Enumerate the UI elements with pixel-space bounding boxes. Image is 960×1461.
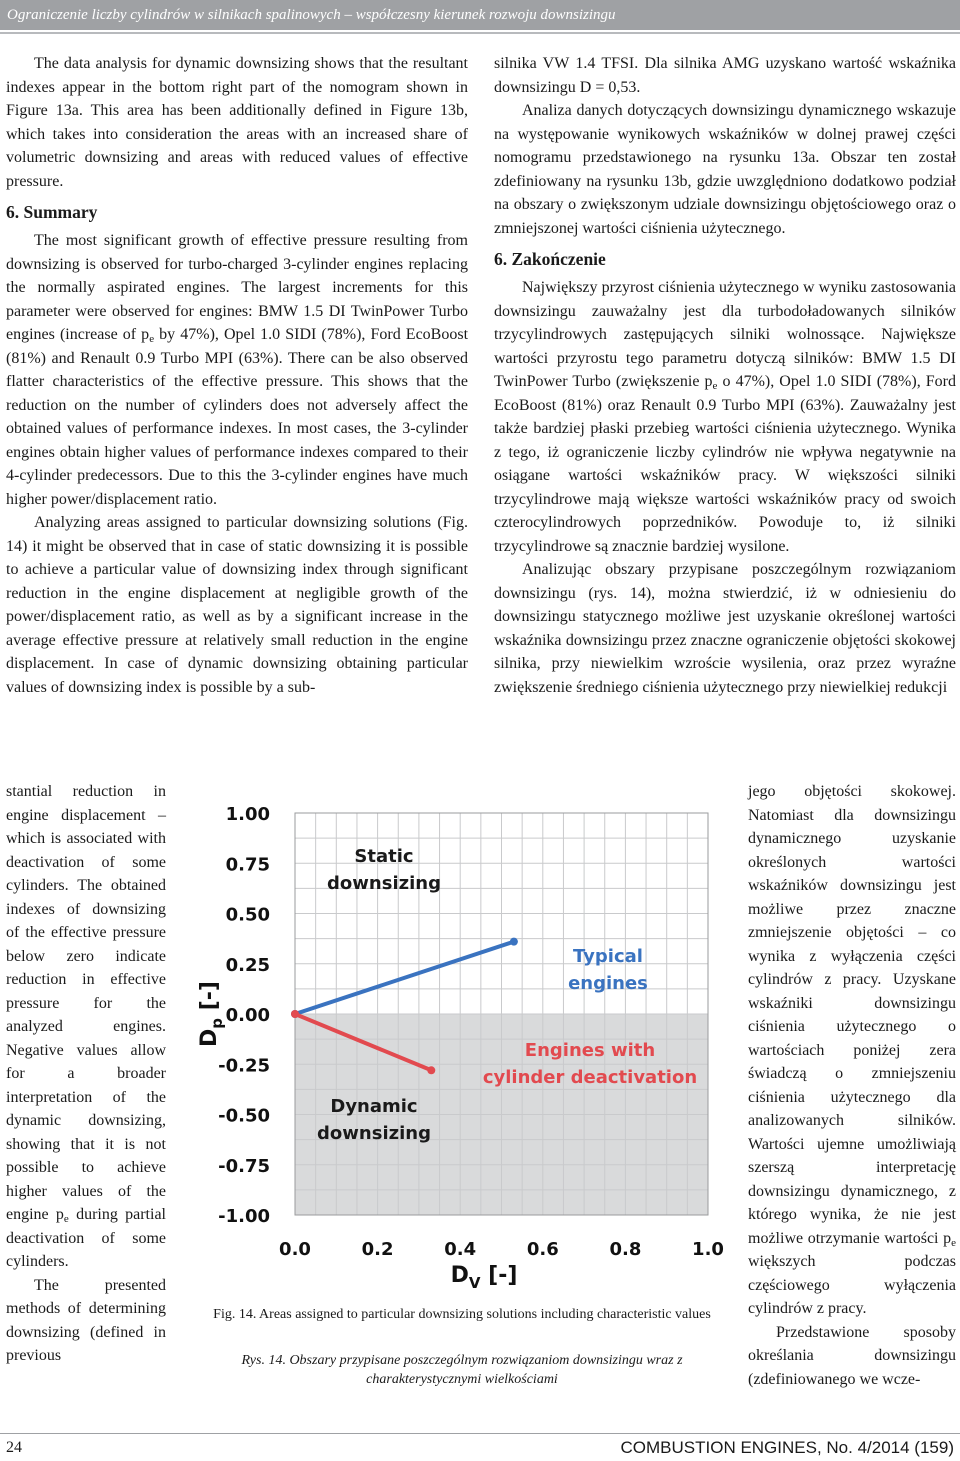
y-tick-label: 0.00 [225,1005,270,1026]
x-tick-label: 1.0 [692,1239,724,1260]
y-tick-label: -0.25 [218,1055,270,1077]
series-point-1 [427,1066,435,1074]
figure-caption-en: Fig. 14. Areas assigned to particular downsizing solutions including characteristic values [213,1307,711,1322]
left-column [6,52,468,699]
header-divider [0,32,960,34]
right-flow-paragraph: jego objętości skokowej. Natomiast dla downsizingu dynamicznego uzyskanie określonych wartości wskaźników downsizingu jest możliwe przez znaczne zmniejszenie objętości – co wynika z wyłączenia części cylindrów z pracy. Uzyskane wskaźniki downsizingu ciśnienia użytecznego o wartościach poniżej zera świadczą o zmniejszeniu ciśnienia użytecznego dla analizowanych silników. Wartości ujemne umożliwiają szerszą interpretację downsizingu dynamicznego, z którego wynika, że nie jest możliwe otrzymanie wartości $p_e$ większych podczas częściowego wyłączenia cylindrów z pracy. [748,783,956,1317]
right-narrow-column [748,780,956,1391]
y-tick-label: 0.50 [225,904,270,926]
annotation-dynamic-downsizing: Dynamic downsizing [317,1096,431,1144]
y-tick-label: 1.00 [225,804,270,825]
left-narrow-column [6,780,166,1368]
figure-caption-pl: Rys. 14. Obszary przypisane poszczególnym rozwiązaniom downsizingu wraz z charakterystycznymi wielkościami [241,1353,683,1387]
left-flow-paragraph-2: The presented methods of determining downsizing (defined in previous [6,1276,166,1364]
series-point-0 [510,938,518,946]
series-point-1 [291,1010,299,1018]
x-tick-label: 0.4 [444,1239,477,1260]
x-axis-label: $D_V$ [-] [450,1263,518,1292]
left-paragraph-1: The data analysis for dynamic downsizing shows that the resultant indexes appear in the bottom right part of the nomogram shown in Figure 13a. This area has been additionally defined in Figure 13b, which takes into consideration the areas with an increased share of volumetric downsizing and areas with reduced values of effective pressure. [6,55,468,190]
right-flow-paragraph-2: Przedstawione sposoby określania downsizingu (zdefiniowanego we wcze- [748,1323,956,1388]
y-tick-label: 0.75 [225,854,270,876]
x-tick-label: 0.0 [279,1239,311,1260]
right-paragraph-1: silnika VW 1.4 TFSI. Dla silnika AMG uzyskano wartość wskaźnika downsizingu D = 0,53. [494,55,956,96]
figure-14 [188,790,736,1295]
footer-divider [0,1433,960,1434]
annotation-cylinder-deactivation: Engines with cylinder deactivation [482,1040,698,1088]
x-tick-label: 0.6 [526,1239,559,1260]
y-axis-label: $D_p$ [-] [197,981,226,1047]
annotation-typical-engines: Typical engines [568,946,648,994]
downsizing-chart [188,790,736,1295]
left-paragraph-3: Analyzing areas assigned to particular downsizing solutions (Fig. 14) it might be observed that in case of static downsizing it is possible to achieve a particular value of downsizing index through significant reduction in the engine displacement at negligible growth of the power/displacement ratio, as well as by a significant increase in the average effective pressure at relatively small reduction in the engine displacement. In case of dynamic downsizing obtaining particular values of downsizing index is possible by a sub- [6,514,468,696]
journal-title: COMBUSTION ENGINES, No. 4/2014 (159) [620,1438,954,1457]
y-tick-label: 0.25 [225,954,270,976]
page-number: 24 [6,1439,22,1456]
x-tick-label: 0.2 [361,1239,394,1260]
right-paragraph-2: Analiza danych dotyczących downsizingu dynamicznego wskazuje na występowanie wynikowych wskaźników w dolnej prawej części nomogramu przedstawionego na rysunku 13a. Obszar ten został zdefiniowany na rysunku 13b, gdzie uwzględniono dodatkowo podział na obszary o zwiększonym udziale downsizingu objętościowego oraz o zmniejszonej wartości ciśnienia użytecznego. [494,102,956,237]
left-section-heading: 6. Summary [6,202,98,222]
left-paragraph-2: The most significant growth of effective pressure resulting from downsizing is observed for turbo-charged 3-cylinder engines replacing the normally aspirated engines. The largest increments for this parameter were observed for engines: BMW 1.5 DI TwinPower Turbo engines (increase of $p_e$ by 47%), Opel 1.0 SIDI (78%), Ford EcoBoost (81%) and Renault 0.9 Turbo MPI (63%). There can be also observed flatter characteristics of the effective pressure. This shows that the reduction on the number of cylinders does not adversely affect the obtained values of performance indexes. In most cases, the 3-cylinder engines obtain higher values of performance indexes compared to their 4-cylinder predecessors. Due to this the 3-cylinder engines have much higher power/displacement ratio. [6,232,469,508]
annotation-static-downsizing: Static downsizing [327,846,441,894]
right-column [494,52,956,699]
left-flow-paragraph: stantial reduction in engine displacement – which is associated with deactivation of some cylinders. The obtained indexes of downsizing of the effective pressure below zero indicate reduction in effective pressure for the analyzed engines. Negative values allow for a broader interpretation of the dynamic downsizing, showing that it is not possible to achieve higher values of the engine $p_e$ during partial deactivation of some cylinders. [6,783,166,1270]
right-section-heading: 6. Zakończenie [494,249,606,269]
y-tick-label: -0.75 [218,1155,270,1177]
running-header [0,0,960,30]
y-tick-label: -0.50 [218,1105,270,1127]
y-tick-label: -1.00 [218,1206,270,1227]
x-tick-label: 0.8 [609,1239,642,1260]
right-paragraph-3: Największy przyrost ciśnienia użytecznego w wyniku zastosowania downsizingu zauważalny jest dla turbodoładowanych silników trzycylindrowych zastępujących silniki wolnossące. Największe wartości przyrostu tego parametru dotyczą silników: BMW 1.5 DI TwinPower Turbo (zwiększenie $p_e$ o 47%), Opel 1.0 SIDI (78%), Ford EcoBoost (81%) oraz Renault 0.9 Turbo MPI (63%). Zauważalny jest także bardziej płaski przebieg wartości ciśnienia użytecznego. Wynika z tego, iż ograniczenie liczby cylindrów nie wpływa negatywnie na osiągane wartości wskaźników pracy. W większości silniki trzycylindrowe mają większe wartości wskaźników pracy od swoich czterocylindrowych poprzedników. Powoduje to, iż silniki trzycylindrowe są znacznie bardziej wysilone. [494,279,957,555]
right-paragraph-4: Analizując obszary przypisane poszczególnym rozwiązaniom downsizingu (rys. 14), można stwierdzić, iż w odniesieniu do downsizingu statycznego możliwe jest uzyskanie określonej wartości wskaźnika downsizingu przez znaczne ograniczenie objętości skokowej silnika, przy niewielkim wzroście wysilenia, oraz przez wyraźne zwiększenie średniego ciśnienia użytecznego przy niewielkiej redukcji [494,561,956,696]
running-title: Ograniczenie liczby cylindrów w silnikach spalinowych – współczesny kierunek rozwoju downsizingu [7,7,616,23]
